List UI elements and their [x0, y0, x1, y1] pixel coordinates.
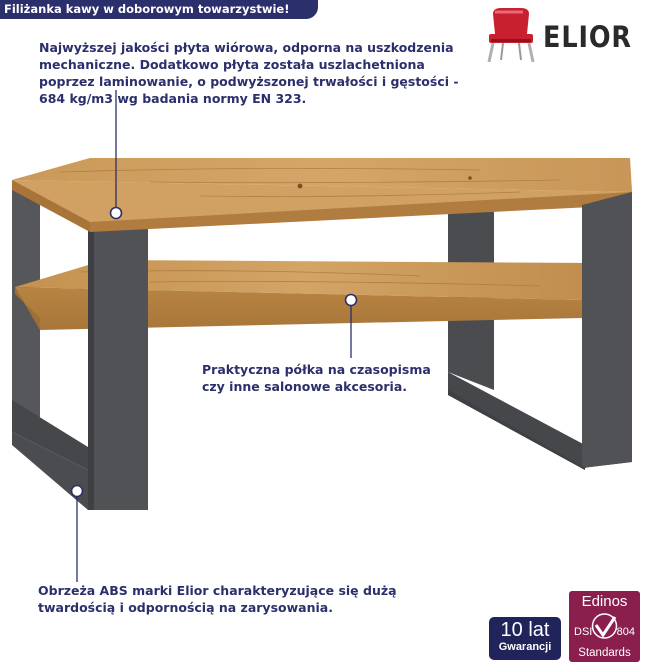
edinos-dsi: DSI [574, 626, 593, 638]
edinos-title: Edinos [581, 593, 628, 610]
warranty-years: 10 lat [500, 619, 550, 641]
marker-dot [111, 208, 122, 219]
description-edges: Obrzeża ABS marki Elior charakteryzujące się dużą twardością i odpornością na zarysowania. [38, 583, 397, 615]
description-shelf: Praktyczna półka na czasopisma czy inne salonowe akcesoria. [202, 362, 431, 394]
warranty-badge [489, 617, 561, 660]
marker-dot [72, 486, 83, 497]
description-board: Najwyższej jakości płyta wiórowa, odporna na uszkodzenia mechaniczne. Dodatkowo płyta została uszlachetniona poprzez laminowanie, o podwyższonej trwałości i gęstości - 684 kg/m3 wg badania normy EN 323. [39, 40, 459, 106]
brand-name: ELIOR [543, 20, 632, 54]
marker-dot [346, 295, 357, 306]
edinos-number: 804 [616, 626, 635, 638]
header-banner: Filiżanka kawy w doborowym towarzystwie! [0, 0, 318, 19]
warranty-label: Gwarancji [498, 641, 552, 653]
edinos-badge [569, 591, 640, 662]
edinos-standards: Standards [578, 647, 631, 659]
callout-shelf [346, 295, 357, 359]
table-top [12, 158, 632, 232]
